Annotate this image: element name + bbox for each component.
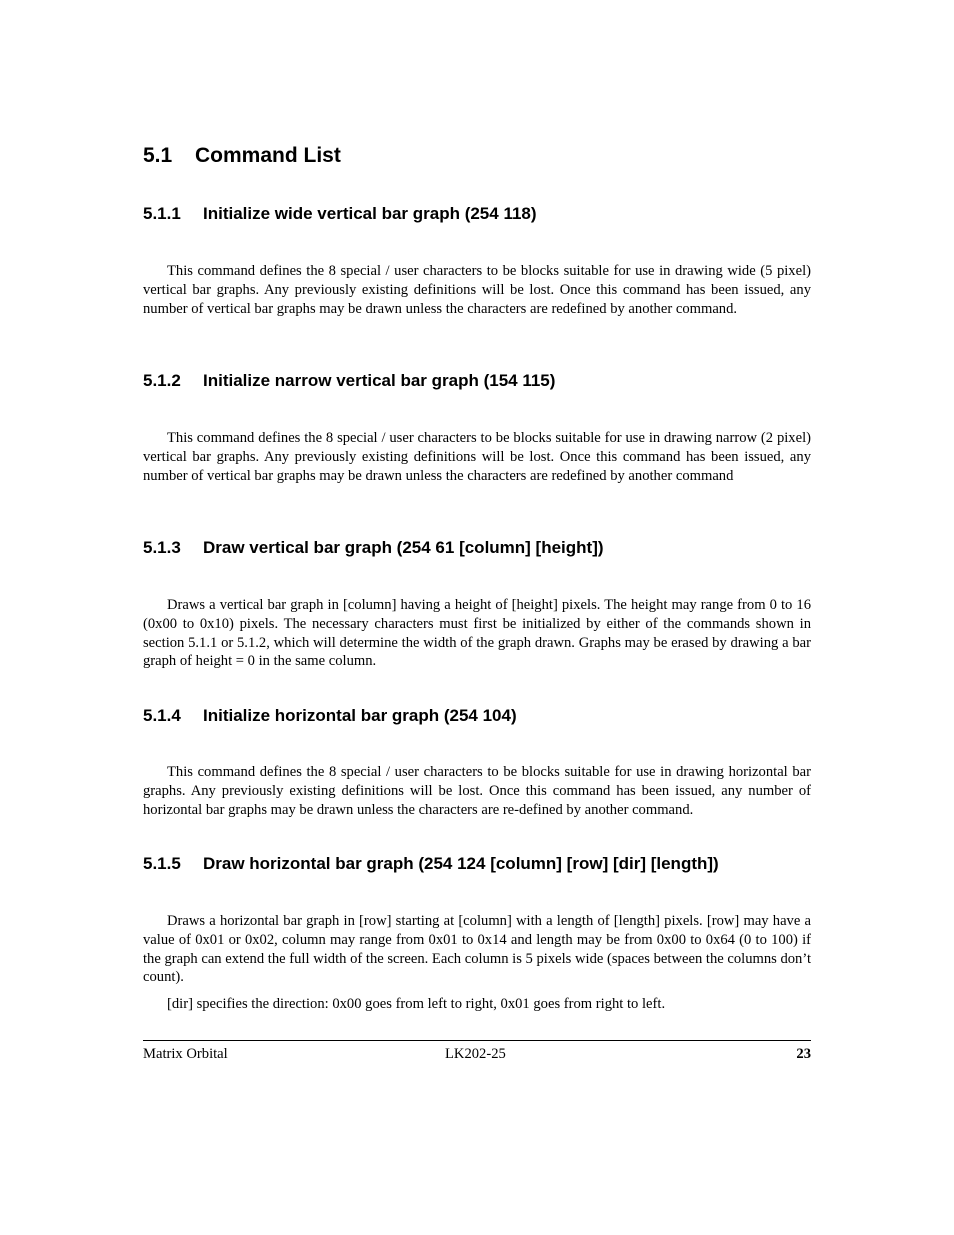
subsection-title: Draw vertical bar graph (254 61 [column] [height])	[203, 538, 604, 557]
subsection-title: Draw horizontal bar graph (254 124 [column] [row] [dir] [length])	[203, 854, 719, 873]
subsection-title: Initialize narrow vertical bar graph (154 115)	[203, 371, 556, 390]
footer-model: LK202-25	[445, 1046, 506, 1062]
subsection-number: 5.1.3	[143, 538, 181, 557]
subsection-heading	[143, 370, 555, 392]
subsection-number: 5.1.5	[143, 854, 181, 873]
paragraph: Draws a horizontal bar graph in [row] starting at [column] with a length of [length] pixels. [row] may have a value of 0x01 or 0x02, column may range from 0x01 to 0x14 and length may be from 0x00 to 0x64 (0 to 100) if the graph can extend the full width of the screen. Each column is 5 pixels wide (spaces between the columns don’t count).	[143, 913, 812, 986]
section-number: 5.1	[143, 144, 173, 167]
subsection-title: Initialize wide vertical bar graph (254 118)	[203, 204, 537, 223]
document-page	[143, 0, 811, 1235]
section-title: Command List	[195, 144, 341, 167]
page-number: 23	[796, 1046, 811, 1062]
subsection-number: 5.1.1	[143, 204, 181, 223]
section-heading	[143, 143, 341, 169]
subsection-number: 5.1.2	[143, 371, 181, 390]
subsection-title: Initialize horizontal bar graph (254 104)	[203, 706, 517, 725]
paragraph: Draws a vertical bar graph in [column] having a height of [height] pixels. The height may range from 0 to 16 (0x00 to 0x10) pixels. The necessary characters must first be initialized by either of the commands shown in section 5.1.1 or 5.1.2, which will determine the width of the graph drawn. Graphs may be erased by drawing a bar graph of height = 0 in the same column.	[143, 597, 811, 670]
subsection-heading	[143, 705, 517, 727]
paragraph: This command defines the 8 special / user characters to be blocks suitable for use in drawing wide (5 pixel) vertical bar graphs. Any previously existing definitions will be lost. Once this command has been issued, any number of vertical bar graphs may be drawn unless the characters are redefined by another command.	[143, 263, 811, 317]
footer-rule	[143, 1040, 811, 1041]
subsection-heading	[143, 203, 537, 225]
paragraph: [dir] specifies the direction: 0x00 goes from left to right, 0x01 goes from right to left.	[167, 996, 666, 1012]
subsection-heading	[143, 537, 604, 559]
footer-company: Matrix Orbital	[143, 1046, 228, 1062]
subsection-number: 5.1.4	[143, 706, 181, 725]
paragraph: This command defines the 8 special / user characters to be blocks suitable for use in drawing horizontal bar graphs. Any previously existing definitions will be lost. Once this command has been issued, any number of horizontal bar graphs may be drawn unless the characters are re-defined by another command.	[143, 764, 811, 818]
paragraph: This command defines the 8 special / user characters to be blocks suitable for use in drawing narrow (2 pixel) vertical bar graphs. Any previously existing definitions will be lost. Once this command has been issued, any number of vertical bar graphs may be drawn unless the characters are redefined by another command	[143, 430, 811, 484]
subsection-heading	[143, 853, 719, 875]
